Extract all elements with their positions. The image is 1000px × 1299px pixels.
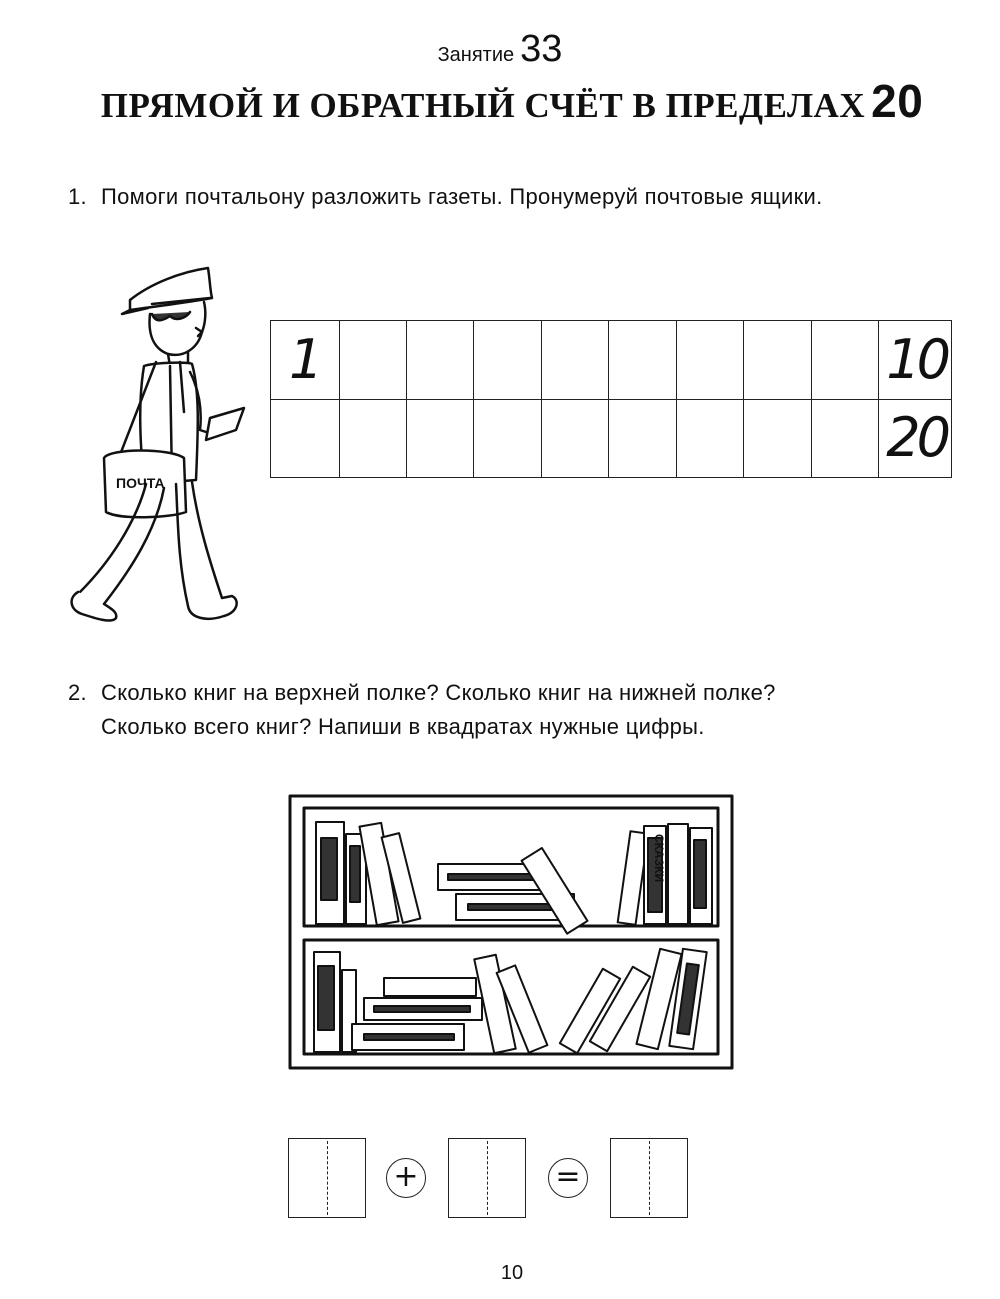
mailbox-cell[interactable]: [541, 321, 608, 400]
lesson-heading: [0, 28, 1000, 71]
page-number: 10: [500, 1262, 524, 1284]
mailbox-cell[interactable]: [339, 399, 406, 478]
mailbox-cell[interactable]: [744, 321, 811, 400]
mailbox-cell[interactable]: [609, 399, 676, 478]
mailbox-cell[interactable]: [609, 321, 676, 400]
grid-row: [271, 399, 952, 478]
equals-sign: =: [548, 1158, 588, 1198]
task-2-line-2: Сколько всего книг? Напиши в квадратах нужные цифры.: [101, 714, 705, 739]
answer-box-top-shelf[interactable]: [288, 1138, 366, 1218]
mailbox-cell[interactable]: [744, 399, 811, 478]
task-2-number: 2.: [68, 680, 87, 705]
task-1-number: 1.: [68, 184, 87, 209]
mailbox-cell[interactable]: [339, 321, 406, 400]
handwritten-number: 10: [886, 327, 947, 391]
task-2-line-1: Сколько книг на верхней полке? Сколько книг на нижней полке?: [101, 680, 776, 705]
mailbox-cell[interactable]: [811, 321, 878, 400]
task-2-instruction: [68, 676, 776, 744]
digit-divider: [487, 1141, 488, 1215]
page-title: [0, 74, 1000, 128]
page-title-text: ПРЯМОЙ И ОБРАТНЫЙ СЧЁТ В ПРЕДЕЛАХ: [100, 86, 866, 125]
bookshelf-illustration: [288, 794, 736, 1072]
digit-divider: [649, 1141, 650, 1215]
answer-box-bottom-shelf[interactable]: [448, 1138, 526, 1218]
mailbox-cell[interactable]: [879, 399, 952, 478]
mailbox-cell[interactable]: [474, 399, 541, 478]
mailbox-number-grid: [270, 320, 952, 478]
task-1-text: Помоги почтальону разложить газеты. Пронумеруй почтовые ящики.: [101, 184, 823, 209]
bag-label: ПОЧТА: [116, 475, 165, 491]
grid-row: [271, 321, 952, 400]
handwritten-number: 20: [886, 406, 947, 470]
answer-box-total[interactable]: [610, 1138, 688, 1218]
book-spine-text: СКАЗКИ: [652, 834, 666, 883]
postman-illustration: [60, 262, 250, 634]
mailbox-cell[interactable]: [406, 321, 473, 400]
page-title-number: 20: [871, 75, 924, 127]
lesson-number: 33: [520, 28, 563, 70]
mailbox-cell[interactable]: [474, 321, 541, 400]
mailbox-cell[interactable]: [879, 321, 952, 400]
mailbox-cell[interactable]: [676, 399, 743, 478]
mailbox-cell[interactable]: [271, 399, 340, 478]
digit-divider: [327, 1141, 328, 1215]
mailbox-cell[interactable]: [541, 399, 608, 478]
mailbox-cell[interactable]: [406, 399, 473, 478]
plus-sign: +: [386, 1158, 426, 1198]
mailbox-cell[interactable]: [811, 399, 878, 478]
mailbox-cell[interactable]: [271, 321, 340, 400]
handwritten-number: 1: [289, 327, 320, 391]
lesson-word: Занятие: [437, 44, 515, 66]
mailbox-cell[interactable]: [676, 321, 743, 400]
task-1-instruction: [68, 180, 823, 214]
